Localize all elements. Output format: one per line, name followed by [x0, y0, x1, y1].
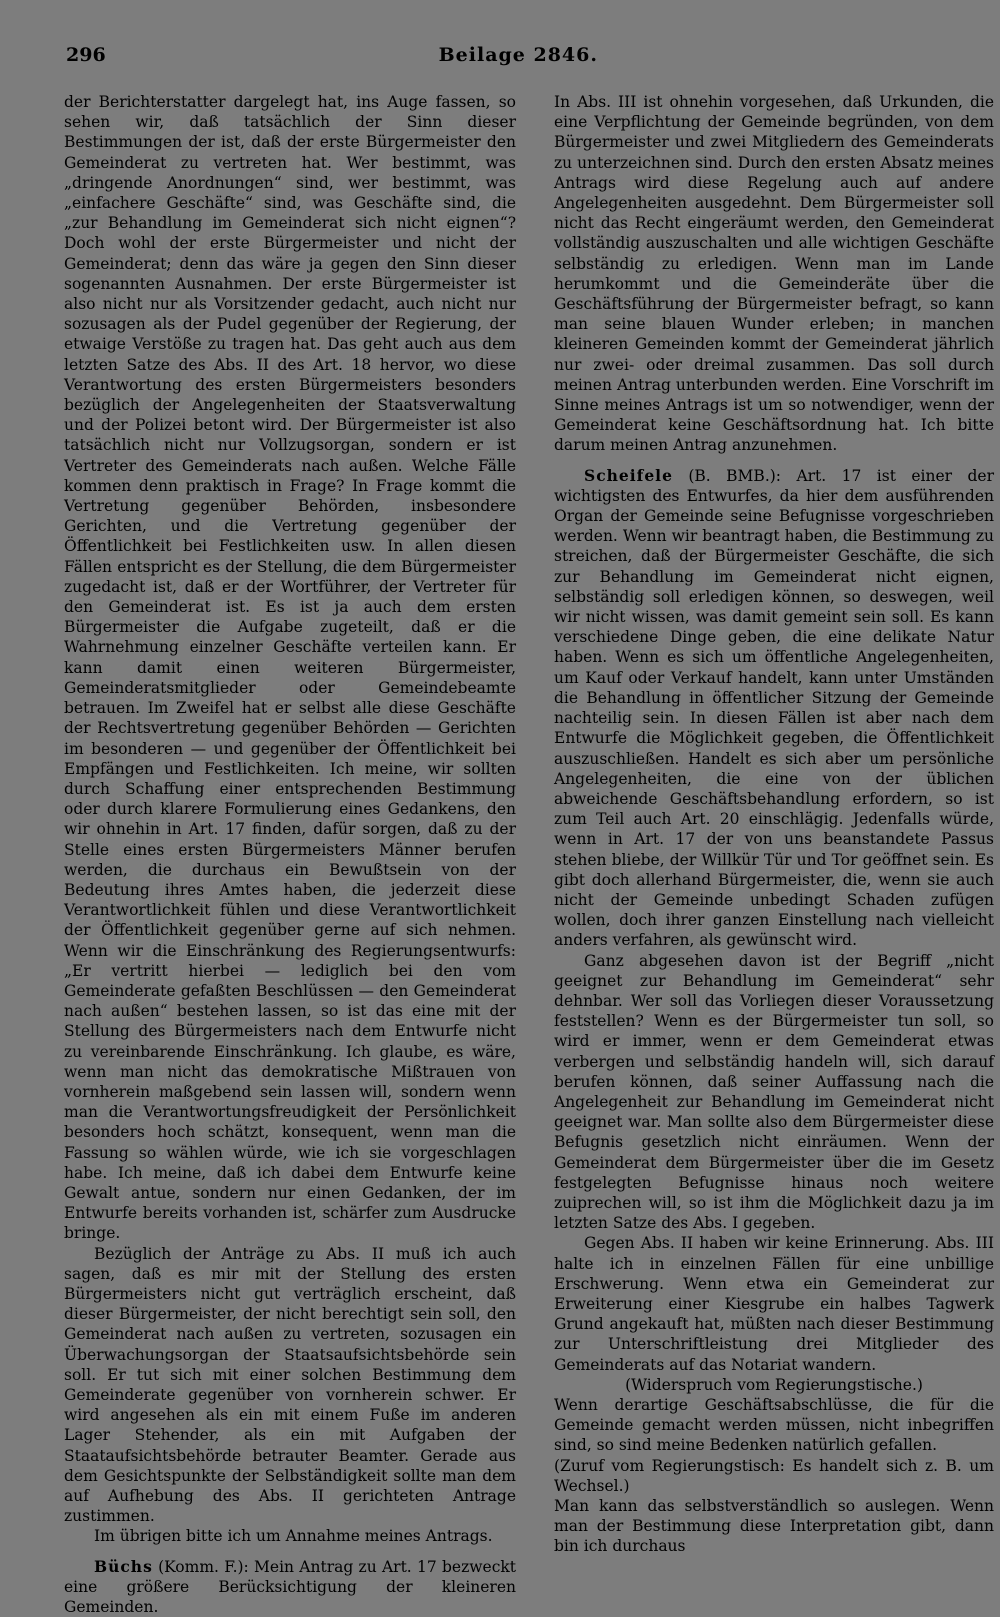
speaker-name: Büchs	[94, 1556, 153, 1576]
stage-direction: (Zuruf vom Regierungstisch: Es handelt sich z. B. um Wechsel.)	[554, 1456, 994, 1495]
paragraph: In Abs. III ist ohnehin vorgesehen, daß Urkunden, die eine Verpflichtung der Gemeinde begründen, von dem Bürgermeister und zwei Mitgliedern des Gemeinderats zu unterzeichnen sind. Durch den ersten Absatz meines Antrags wird diese Regelung auch auf andere Angelegenheiten ausgedehnt. Dem Bürgermeister soll nicht das Recht eingeräumt werden, den Gemeinderat vollständig auszuschalten und alle wichtigen Geschäfte selbständig zu erledigen. Wenn man im Lande herumkommt und die Gemeinderäte über die Geschäftsführung der Bürgermeister befragt, so kann man seine blauen Wunder erleben; in manchen kleineren Gemeinden kommt der Gemeinderat jährlich nur zwei- oder dreimal zusammen. Das soll durch meinen Antrag unterbunden werden. Eine Vorschrift im Sinne meines Antrags ist um so notwendiger, wenn der Gemeinderat keine Geschäftsordnung hat. Ich bitte darum meinen Antrag anzunehmen.	[554, 93, 994, 455]
spacer	[64, 1547, 516, 1557]
page-number: 296	[66, 44, 106, 66]
running-title: Beilage 2846.	[438, 44, 598, 66]
speaker-name: Scheifele	[584, 465, 673, 485]
speech-text: (B. BMB.): Art. 17 ist einer der wichtigsten des Entwurfes, da hier dem ausführenden Organ der Gemeinde seine Befugnisse vorgeschrieben werden. Wenn wir beantragt haben, die Bestimmung zu streichen, daß der Bürgermeister Geschäfte, die sich zur Behandlung im Gemeinderat nicht eignen, selbständig soll erledigen können, so deswegen, weil wir nicht wissen, was damit gemeint sein soll. Es kann verschiedene Dinge geben, die eine delikate Natur haben. Wenn es sich um öffentliche Angelegenheiten, um Kauf oder Verkauf handelt, kann unter Umständen die Behandlung in öffentlicher Sitzung der Gemeinde nachteilig sein. In diesen Fällen ist aber nach dem Entwurfe die Möglichkeit gegeben, die Öffentlichkeit auszuschließen. Handelt es sich aber um persönliche Angelegenheiten, die eine von der üblichen abweichende Geschäftsbehandlung erfordern, so ist zum Teil auch Art. 20 einschlägig. Jedenfalls würde, wenn in Art. 17 der von uns beanstandete Passus stehen bliebe, der Willkür Tür und Tor geöffnet sein. Es gibt doch allerhand Bürgermeister, die, wenn sie auch nicht der Gemeinde unbedingt Schaden zufügen wollen, doch ihrer ganzen Einstellung nach vielleicht anders verfahren, als gewünscht wird.	[554, 466, 994, 950]
spacer	[554, 456, 994, 466]
paragraph: Ganz abgesehen davon ist der Begriff „nicht geeignet zur Behandlung im Gemeinderat“ sehr dehnbar. Wer soll das Vorliegen dieser Voraussetzung feststellen? Wenn es der Bürgermeister tun soll, so wird er immer, wenn er dem Gemeinderat etwas verbergen und selbständig handeln will, sich darauf berufen können, daß seiner Auffassung nach die Angelegenheit zur Behandlung im Gemeinderat nicht geeignet war. Man sollte also dem Bürgermeister diese Befugnis gesetzlich nicht einräumen. Wenn der Gemeinderat dem Bürgermeister über die im Gesetz festgelegten Befugnisse hinaus noch weitere zuiprechen will, so ist ihm die Möglichkeit dazu ja im letzten Satze des Abs. I gegeben.	[554, 951, 994, 1233]
paragraph: Im übrigen bitte ich um Annahme meines Antrags.	[94, 1527, 493, 1546]
stage-direction: (Widerspruch vom Regierungstische.)	[625, 1375, 923, 1394]
left-column	[64, 92, 516, 1617]
speaker-paragraph	[64, 1557, 516, 1617]
speech-text: (Komm. F.): Mein Antrag zu Art. 17 bezweckt eine größere Berücksichtigung der kleineren Gemeinden.	[64, 1557, 516, 1617]
speaker-paragraph	[554, 466, 994, 951]
page-header	[66, 44, 598, 74]
paragraph: der Berichterstatter dargelegt hat, ins Auge fassen, so sehen wir, daß tatsächlich der Sinn dieser Bestimmungen der ist, daß der erste Bürgermeister den Gemeinderat zu vertreten hat. Wer bestimmt, was „dringende Anordnungen“ sind, wer bestimmt, was „einfachere Geschäfte“ sind, was Geschäfte sind, die „zur Behandlung im Gemeinderat sich nicht eignen“? Doch wohl der erste Bürgermeister und nicht der Gemeinderat; denn das wäre ja gegen den Sinn dieser sogenannten Ausnahmen. Der erste Bürgermeister ist also nicht nur als Vorsitzender gedacht, auch nicht nur sozusagen als der Pudel gegenüber der Regierung, der etwaige Verstöße zu tragen hat. Das geht auch aus dem letzten Satze des Abs. II des Art. 18 hervor, wo diese Verantwortung des ersten Bürgermeisters besonders bezüglich der Angelegenheiten der Staatsverwaltung und der Polizei betont wird. Der Bürgermeister ist also tatsächlich nicht nur Vollzugsorgan, sondern er ist Vertreter des Gemeinderats nach außen. Welche Fälle kommen denn praktisch in Frage? In Frage kommt die Vertretung gegenüber Behörden, insbesondere Gerichten, und die Vertretung gegenüber der Öffentlichkeit bei Festlichkeiten usw. In allen diesen Fällen entspricht es der Stellung, die dem Bürgermeister zugedacht ist, daß er der Wortführer, der Vertreter für den Gemeinderat ist. Es ist ja auch dem ersten Bürgermeister die Aufgabe zugeteilt, daß er die Wahrnehmung einzelner Geschäfte verteilen kann. Er kann damit einen weiteren Bürgermeister, Gemeinderatsmitglieder oder Gemeindebeamte betrauen. Im Zweifel hat er selbst alle diese Geschäfte der Rechtsvertretung gegenüber Behörden — Gerichten im besonderen — und gegenüber der Öffentlichkeit bei Empfängen und Festlichkeiten. Ich meine, wir sollten durch Schaffung einer entsprechenden Bestimmung oder durch klarere Formulierung eines Gedankens, den wir ohnehin in Art. 17 finden, dafür sorgen, daß zu der Stelle eines ersten Bürgermeisters Männer berufen werden, die durchaus ein Bewußtsein von der Bedeutung ihres Amtes haben, die jederzeit diese Verantwortlichkeit fühlen und diese Verantwortlichkeit der Öffentlichkeit gegenüber gerne auf sich nehmen. Wenn wir die Einschränkung des Regierungsentwurfs: „Er vertritt hierbei — lediglich bei den vom Gemeinderate gefaßten Beschlüssen — den Gemeinderat nach außen“ bestehen lassen, so ist das eine mit der Stellung des Bürgermeisters nach dem Entwurfe nicht zu vereinbarende Einschränkung. Ich glaube, es wäre, wenn man nicht das demokratische Mißtrauen von vornherein maßgebend sein lassen will, sondern wenn man die Verantwortungsfreudigkeit der Persönlichkeit besonders hoch schätzt, konsequent, wenn man die Fassung so wählen würde, wie ich sie vorgeschlagen habe. Ich meine, daß ich dabei dem Entwurfe keine Gewalt antue, sondern nur einen Gedanken, der im Entwurfe bereits vorhanden ist, schärfer zum Ausdrucke bringe.	[64, 93, 516, 1243]
paragraph: Bezüglich der Anträge zu Abs. II muß ich auch sagen, daß es mir mit der Stellung des ersten Bürgermeisters nicht gut verträglich erscheint, daß dieser Bürgermeister, der nicht berechtigt sein soll, den Gemeinderat nach außen zu vertreten, sozusagen ein Überwachungsorgan der Staatsaufsichtsbehörde sein soll. Er tut sich mit einer solchen Bestimmung dem Gemeinderate gegenüber von vornherein schwer. Er wird angesehen als ein mit einem Fuße im anderen Lager Stehender, als ein mit Aufgaben der Staataufsichtsbehörde betrauter Beamter. Gerade aus dem Gesichtspunkte der Selbständigkeit sollte man dem auf Aufhebung des Abs. II gerichteten Antrage zustimmen.	[64, 1244, 516, 1526]
paragraph: Gegen Abs. II haben wir keine Erinnerung. Abs. III halte ich in einzelnen Fällen für eine unbillige Erschwerung. Wenn etwa ein Gemeinderat zur Erweiterung einer Kiesgrube ein halbes Tagwerk Grund angekauft hat, müßten nach dieser Bestimmung zur Unterschriftleistung drei Mitglieder des Gemeinderats auf das Notariat wandern.	[554, 1234, 994, 1374]
paragraph: Man kann das selbstverständlich so auslegen. Wenn man der Bestimmung diese Interpretation gibt, dann bin ich durchaus	[554, 1497, 994, 1556]
paragraph: Wenn derartige Geschäftsabschlüsse, die für die Gemeinde gemacht werden müssen, nicht inbegriffen sind, so sind meine Bedenken natürlich gefallen.	[554, 1396, 994, 1455]
right-column	[554, 92, 994, 1556]
